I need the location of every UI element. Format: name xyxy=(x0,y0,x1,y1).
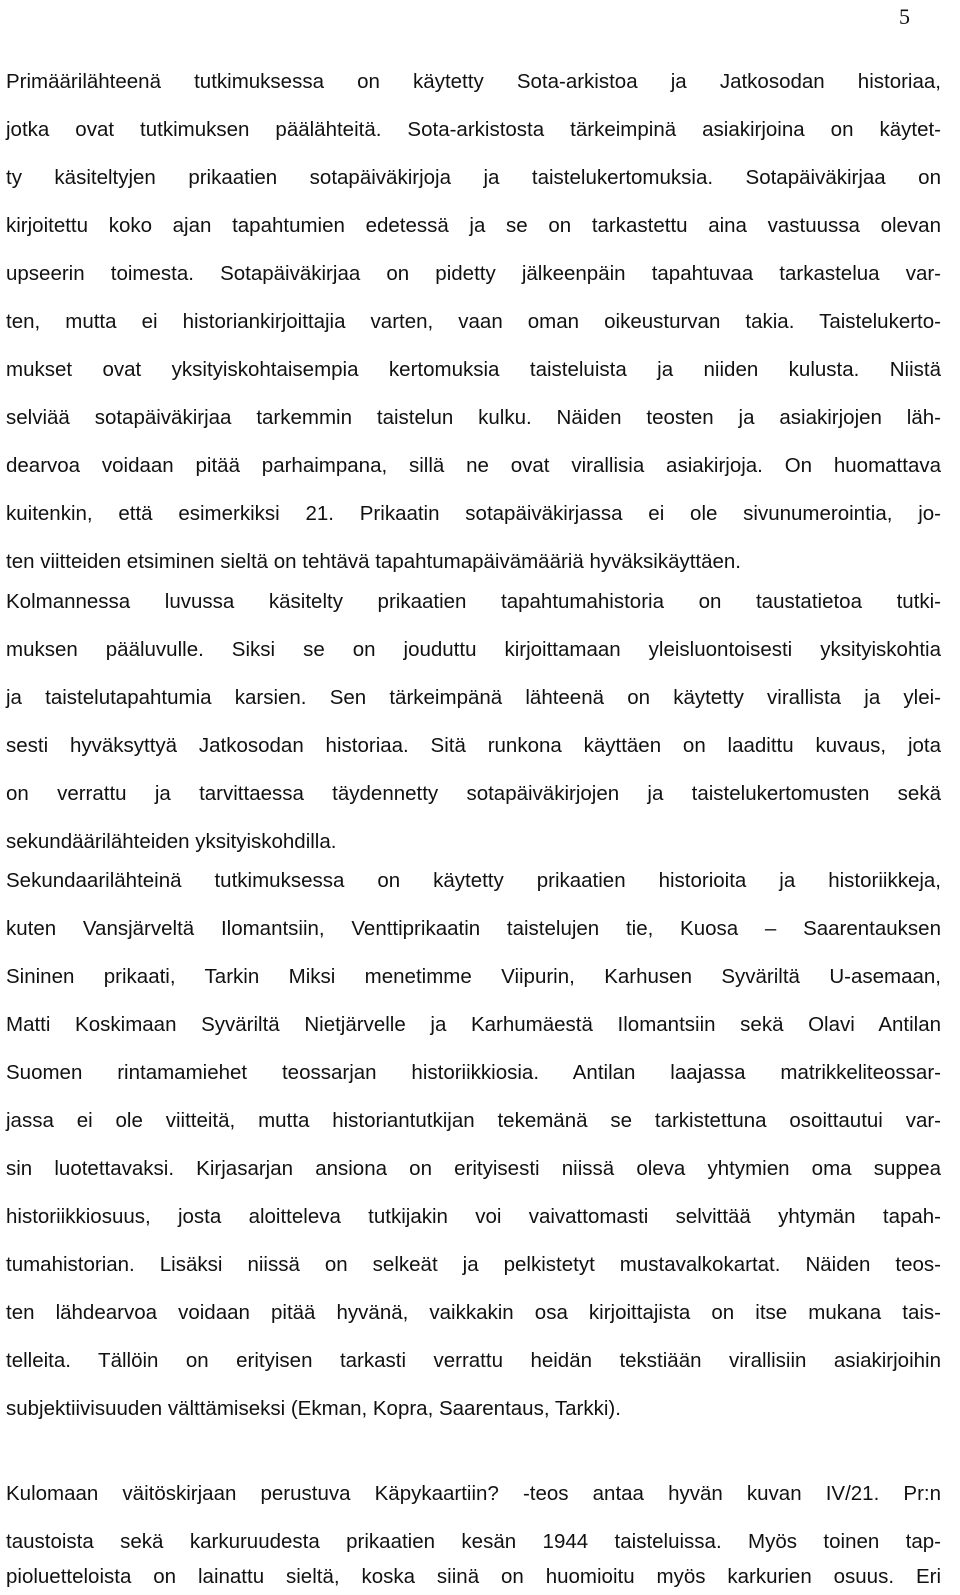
text-line: Kulomaan väitöskirjaan perustuva Käpykaartiin? -teos antaa hyvän kuvan IV/21. Pr:n xyxy=(6,1482,941,1505)
text-line: pioluetteloista on lainattu sieltä, koska siinä on huomioitu myös karkurien osuus. Eri xyxy=(6,1565,941,1588)
text-line: Primäärilähteenä tutkimuksessa on käytetty Sota-arkistoa ja Jatkosodan historiaa, xyxy=(6,70,941,93)
text-line: Sekundaarilähteinä tutkimuksessa on käytetty prikaatien historioita ja historiikkeja, xyxy=(6,869,941,892)
text-line: on verrattu ja tarvittaessa täydennetty sotapäiväkirjojen ja taistelukertomusten sekä xyxy=(6,782,941,805)
text-line: sekundäärilähteiden yksityiskohdilla. xyxy=(6,830,337,853)
text-line: sesti hyväksyttyä Jatkosodan historiaa. Sitä runkona käyttäen on laadittu kuvaus, jota xyxy=(6,734,941,757)
text-line: Sininen prikaati, Tarkin Miksi menetimme Viipurin, Karhusen Syväriltä U-asemaan, xyxy=(6,965,941,988)
text-line: kuitenkin, että esimerkiksi 21. Prikaatin sotapäiväkirjassa ei ole sivunumerointia, jo- xyxy=(6,502,941,525)
text-line: jotka ovat tutkimuksen päälähteitä. Sota-arkistosta tärkeimpinä asiakirjoina on käytet- xyxy=(6,118,941,141)
text-line: dearvoa voidaan pitää parhaimpana, sillä ne ovat virallisia asiakirjoja. On huomattava xyxy=(6,454,941,477)
text-line: selviää sotapäiväkirjaa tarkemmin taistelun kulku. Näiden teosten ja asiakirjojen läh- xyxy=(6,406,941,429)
text-line: kirjoitettu koko ajan tapahtumien edetessä ja se on tarkastettu aina vastuussa olevan xyxy=(6,214,941,237)
text-line: kuten Vansjärveltä Ilomantsiin, Venttiprikaatin taistelujen tie, Kuosa – Saarentauksen xyxy=(6,917,941,940)
text-line: historiikkiosuus, josta aloitteleva tutkijakin voi vaivattomasti selvittää yhtymän tapah- xyxy=(6,1205,941,1228)
text-line: sin luotettavaksi. Kirjasarjan ansiona on erityisesti niissä oleva yhtymien oma suppea xyxy=(6,1157,941,1180)
text-line: mukset ovat yksityiskohtaisempia kertomuksia taisteluista ja niiden kulusta. Niistä xyxy=(6,358,941,381)
text-line: telleita. Tällöin on erityisen tarkasti verrattu heidän tekstiään virallisiin asiakirjoihin xyxy=(6,1349,941,1372)
text-line: ten, mutta ei historiankirjoittajia varten, vaan oman oikeusturvan takia. Taistelukerto- xyxy=(6,310,941,333)
text-line: subjektiivisuuden välttämiseksi (Ekman, Kopra, Saarentaus, Tarkki). xyxy=(6,1397,621,1420)
page-number: 5 xyxy=(899,4,910,29)
text-line: Suomen rintamamiehet teossarjan historiikkiosia. Antilan laajassa matrikkeliteossar- xyxy=(6,1061,941,1084)
text-line: tumahistorian. Lisäksi niissä on selkeät ja pelkistetyt mustavalkokartat. Näiden teos- xyxy=(6,1253,941,1276)
text-line: taustoista sekä karkuruudesta prikaatien kesän 1944 taisteluissa. Myös toinen tap- xyxy=(6,1530,941,1553)
text-line: ten viitteiden etsiminen sieltä on tehtävä tapahtumapäivämääriä hyväksikäyttäen. xyxy=(6,550,742,573)
text-line: ty käsiteltyjen prikaatien sotapäiväkirjoja ja taistelukertomuksia. Sotapäiväkirjaa on xyxy=(6,166,941,189)
text-line: upseerin toimesta. Sotapäiväkirjaa on pidetty jälkeenpäin tapahtuvaa tarkastelua var- xyxy=(6,262,941,285)
text-line: jassa ei ole viitteitä, mutta historiantutkijan tekemänä se tarkistettuna osoittautui var- xyxy=(6,1109,941,1132)
text-line: muksen pääluvulle. Siksi se on jouduttu kirjoittamaan yleisluontoisesti yksityiskohtia xyxy=(6,638,941,661)
text-line: ten lähdearvoa voidaan pitää hyvänä, vaikkakin osa kirjoittajista on itse mukana tais- xyxy=(6,1301,941,1324)
text-line: Matti Koskimaan Syväriltä Nietjärvelle ja Karhumäestä Ilomantsiin sekä Olavi Antilan xyxy=(6,1013,941,1036)
text-line: Kolmannessa luvussa käsitelty prikaatien tapahtumahistoria on taustatietoa tutki- xyxy=(6,590,941,613)
text-line: ja taistelutapahtumia karsien. Sen tärkeimpänä lähteenä on käytetty virallista ja ylei- xyxy=(6,686,941,709)
